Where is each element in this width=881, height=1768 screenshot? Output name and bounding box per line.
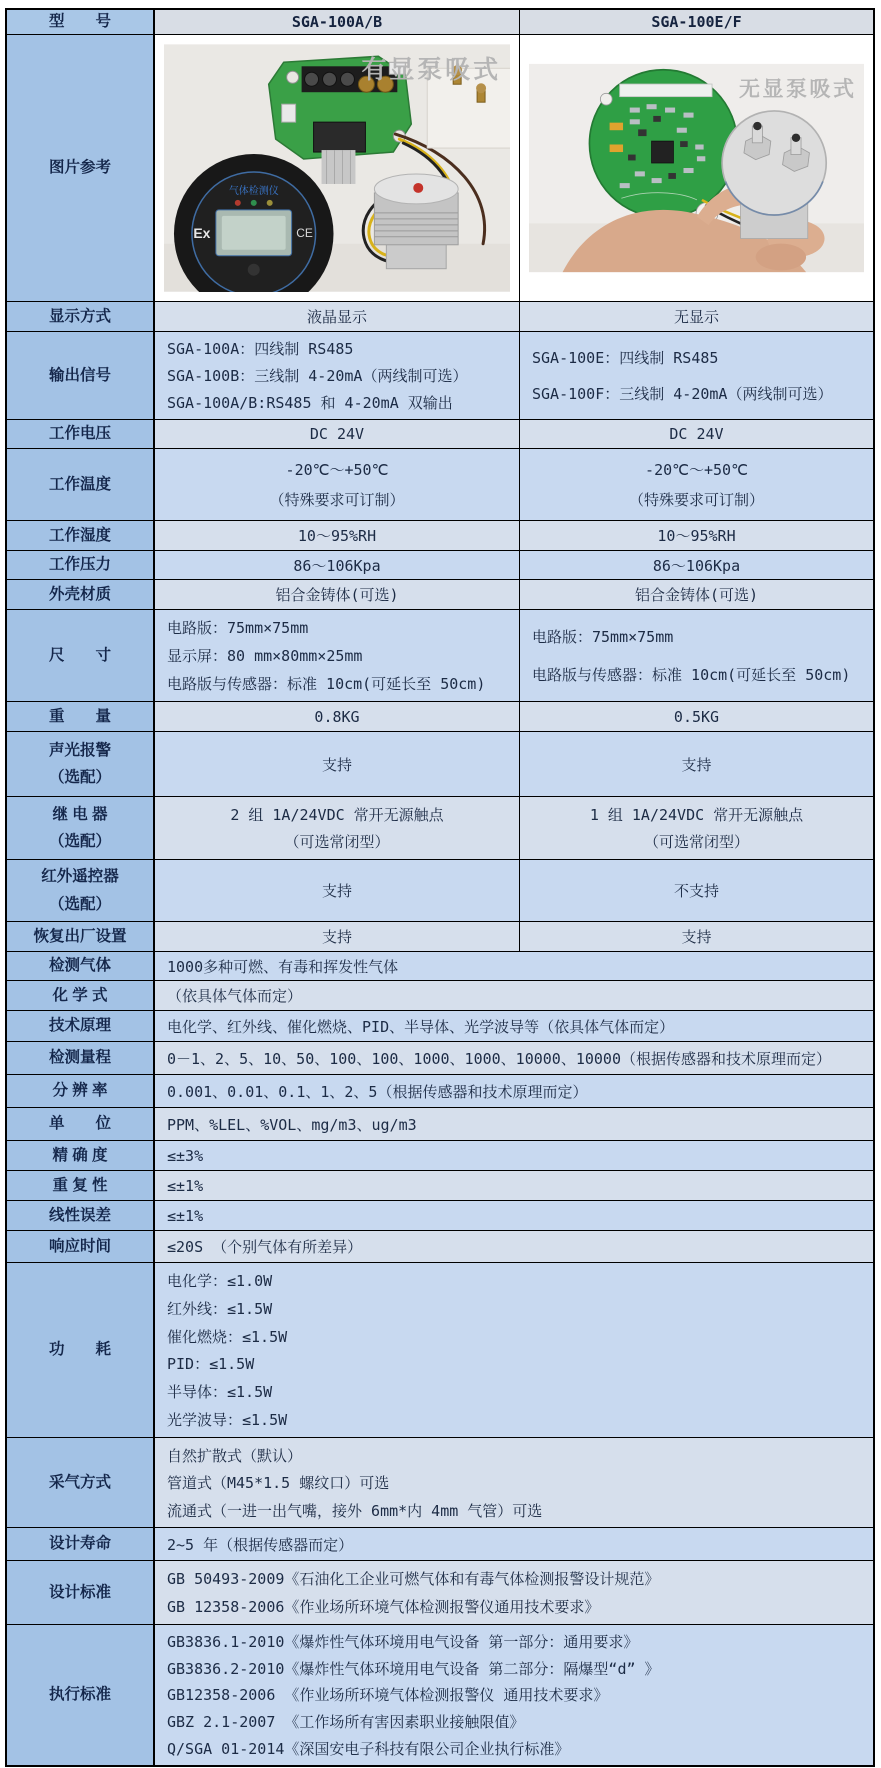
row-header: 声光报警 （选配） xyxy=(7,732,155,796)
spec-value: 支持 xyxy=(520,732,873,796)
spec-value: ≤±1% xyxy=(155,1201,873,1230)
spec-value: SGA-100A：四线制 RS485 SGA-100B：三线制 4-20mA（两线制可选） SGA-100A/B:RS485 和 4-20mA 双输出 xyxy=(155,332,520,419)
table-row xyxy=(7,580,873,610)
spec-value: （依具体气体而定） xyxy=(155,981,873,1010)
table-row xyxy=(7,797,873,860)
row-header: 线性误差 xyxy=(7,1201,155,1230)
spec-value: 10～95%RH xyxy=(155,521,520,550)
row-header: 工作温度 xyxy=(7,449,155,520)
spec-value: 支持 xyxy=(155,922,520,951)
spec-value: -20℃～+50℃ （特殊要求可订制） xyxy=(155,449,520,520)
detector-title: 气体检测仪 xyxy=(228,185,279,197)
table-row xyxy=(7,981,873,1011)
row-header: 精 确 度 xyxy=(7,1141,155,1170)
table-row xyxy=(7,610,873,702)
table-row xyxy=(7,449,873,521)
table-row xyxy=(7,302,873,332)
spec-value: 0－1、2、5、10、50、100、100、1000、1000、10000、10000（根据传感器和技术原理而定） xyxy=(155,1042,873,1074)
right-watermark: 无显泵吸式 xyxy=(739,77,857,101)
product-photo-left-graphic xyxy=(164,44,510,292)
spec-value: 2~5 年（根据传感器而定） xyxy=(155,1528,873,1560)
spec-value: DC 24V xyxy=(155,420,520,448)
table-row xyxy=(7,1561,873,1625)
table-row xyxy=(7,1201,873,1231)
spec-value: GB3836.1-2010《爆炸性气体环境用电气设备 第一部分：通用要求》 GB3836.2-2010《爆炸性气体环境用电气设备 第二部分：隔爆型“d” 》 GB12358-2006 《作业场所环境气体检测报警仪 通用技术要求》 GBZ 2.1-2007 《工作场所有害因素职业接触限值》 Q/SGA 01-2014《深国安电子科技有限公司企业执行标准》 xyxy=(155,1625,873,1765)
spec-value: 电化学、红外线、催化燃烧、PID、半导体、光学波导等（依具体气体而定） xyxy=(155,1011,873,1041)
spec-value: 支持 xyxy=(155,860,520,921)
row-header: 技术原理 xyxy=(7,1011,155,1041)
spec-value: 无显示 xyxy=(520,302,873,331)
row-header: 功 耗 xyxy=(7,1263,155,1437)
row-header: 工作压力 xyxy=(7,551,155,579)
spec-value: 不支持 xyxy=(520,860,873,921)
row-header: 外壳材质 xyxy=(7,580,155,609)
spec-value: 10～95%RH xyxy=(520,521,873,550)
table-row xyxy=(7,1108,873,1141)
row-header: 工作湿度 xyxy=(7,521,155,550)
header-row xyxy=(7,10,873,35)
spec-value: 86～106Kpa xyxy=(520,551,873,579)
spec-value: 支持 xyxy=(520,922,873,951)
model-a: SGA-100A/B xyxy=(291,13,383,31)
table-row xyxy=(7,1263,873,1438)
row-header: 恢复出厂设置 xyxy=(7,922,155,951)
metal-sensor-graphic xyxy=(374,174,458,269)
table-row xyxy=(7,1231,873,1263)
model-label: 型 号 xyxy=(48,13,111,31)
spec-value: 0.5KG xyxy=(520,702,873,731)
table-row xyxy=(7,732,873,797)
spec-value: 0.8KG xyxy=(155,702,520,731)
spec-value: 铝合金铸体(可选) xyxy=(520,580,873,609)
table-row xyxy=(7,1011,873,1042)
table-row xyxy=(7,1625,873,1765)
model-b-cell xyxy=(520,10,873,34)
product-photo-right-graphic xyxy=(529,44,864,292)
table-row xyxy=(7,1528,873,1561)
table-row xyxy=(7,1141,873,1171)
spec-value: ≤±3% xyxy=(155,1141,873,1170)
table-row xyxy=(7,521,873,551)
product-photo-right xyxy=(520,35,873,301)
ex-mark: Ex xyxy=(193,224,211,241)
row-header: 化 学 式 xyxy=(7,981,155,1010)
row-header: 重 量 xyxy=(7,702,155,731)
row-header: 检测气体 xyxy=(7,952,155,980)
spec-value: ≤±1% xyxy=(155,1171,873,1200)
spec-value: 1000多种可燃、有毒和挥发性气体 xyxy=(155,952,873,980)
spec-value: 电化学：≤1.0W 红外线：≤1.5W 催化燃烧：≤1.5W PID：≤1.5W 半导体：≤1.5W 光学波导：≤1.5W xyxy=(155,1263,873,1437)
row-header: 分 辨 率 xyxy=(7,1075,155,1107)
spec-value: 液晶显示 xyxy=(155,302,520,331)
model-label-cell xyxy=(7,10,155,34)
row-header: 执行标准 xyxy=(7,1625,155,1765)
spec-value: GB 50493-2009《石油化工企业可燃气体和有毒气体检测报警设计规范》 GB 12358-2006《作业场所环境气体检测报警仪通用技术要求》 xyxy=(155,1561,873,1624)
spec-rows xyxy=(7,302,873,1765)
photo-label: 图片参考 xyxy=(48,159,111,177)
photo-label-cell xyxy=(7,35,155,301)
table-row xyxy=(7,1171,873,1201)
table-row xyxy=(7,420,873,449)
spec-value: SGA-100E：四线制 RS485 SGA-100F：三线制 4-20mA（两线制可选） xyxy=(520,332,873,419)
spec-value: 1 组 1A/24VDC 常开无源触点 （可选常闭型） xyxy=(520,797,873,859)
spec-value: DC 24V xyxy=(520,420,873,448)
table-row xyxy=(7,952,873,981)
row-header: 采气方式 xyxy=(7,1438,155,1527)
row-header: 单 位 xyxy=(7,1108,155,1140)
row-header: 继 电 器 （选配） xyxy=(7,797,155,859)
table-row xyxy=(7,551,873,580)
table-row xyxy=(7,1075,873,1108)
spec-value: 自然扩散式（默认） 管道式（M45*1.5 螺纹口）可选 流通式（一进一出气嘴，接外 6mm*内 4mm 气管）可选 xyxy=(155,1438,873,1527)
spec-value: 2 组 1A/24VDC 常开无源触点 （可选常闭型） xyxy=(155,797,520,859)
spec-value: 铝合金铸体(可选) xyxy=(155,580,520,609)
row-header: 响应时间 xyxy=(7,1231,155,1262)
product-photo-left xyxy=(155,35,520,301)
spec-table xyxy=(5,8,875,1767)
spec-value: -20℃～+50℃ （特殊要求可订制） xyxy=(520,449,873,520)
ce-mark: CE xyxy=(296,225,313,240)
spec-value: 86～106Kpa xyxy=(155,551,520,579)
row-header: 设计标准 xyxy=(7,1561,155,1624)
table-row xyxy=(7,702,873,732)
table-row xyxy=(7,1438,873,1528)
spec-value: 电路版：75mm×75mm 显示屏：80 mm×80mm×25mm 电路版与传感器：标准 10cm(可延长至 50cm) xyxy=(155,610,520,701)
left-watermark: 有显泵吸式 xyxy=(361,56,502,85)
row-header: 输出信号 xyxy=(7,332,155,419)
row-header: 工作电压 xyxy=(7,420,155,448)
spec-value: ≤20S （个别气体有所差异） xyxy=(155,1231,873,1262)
table-row xyxy=(7,332,873,420)
table-row xyxy=(7,922,873,952)
row-header: 显示方式 xyxy=(7,302,155,331)
table-row xyxy=(7,1042,873,1075)
model-a-cell xyxy=(155,10,520,34)
row-header: 检测量程 xyxy=(7,1042,155,1074)
photo-row xyxy=(7,35,873,302)
spec-value: 电路版：75mm×75mm 电路版与传感器：标准 10cm(可延长至 50cm) xyxy=(520,610,873,701)
table-row xyxy=(7,860,873,922)
row-header: 重 复 性 xyxy=(7,1171,155,1200)
model-b: SGA-100E/F xyxy=(651,13,742,31)
row-header: 尺 寸 xyxy=(7,610,155,701)
spec-value: 0.001、0.01、0.1、1、2、5（根据传感器和技术原理而定） xyxy=(155,1075,873,1107)
row-header: 红外遥控器 （选配） xyxy=(7,860,155,921)
spec-value: PPM、%LEL、%VOL、mg/m3、ug/m3 xyxy=(155,1108,873,1140)
spec-value: 支持 xyxy=(155,732,520,796)
row-header: 设计寿命 xyxy=(7,1528,155,1560)
